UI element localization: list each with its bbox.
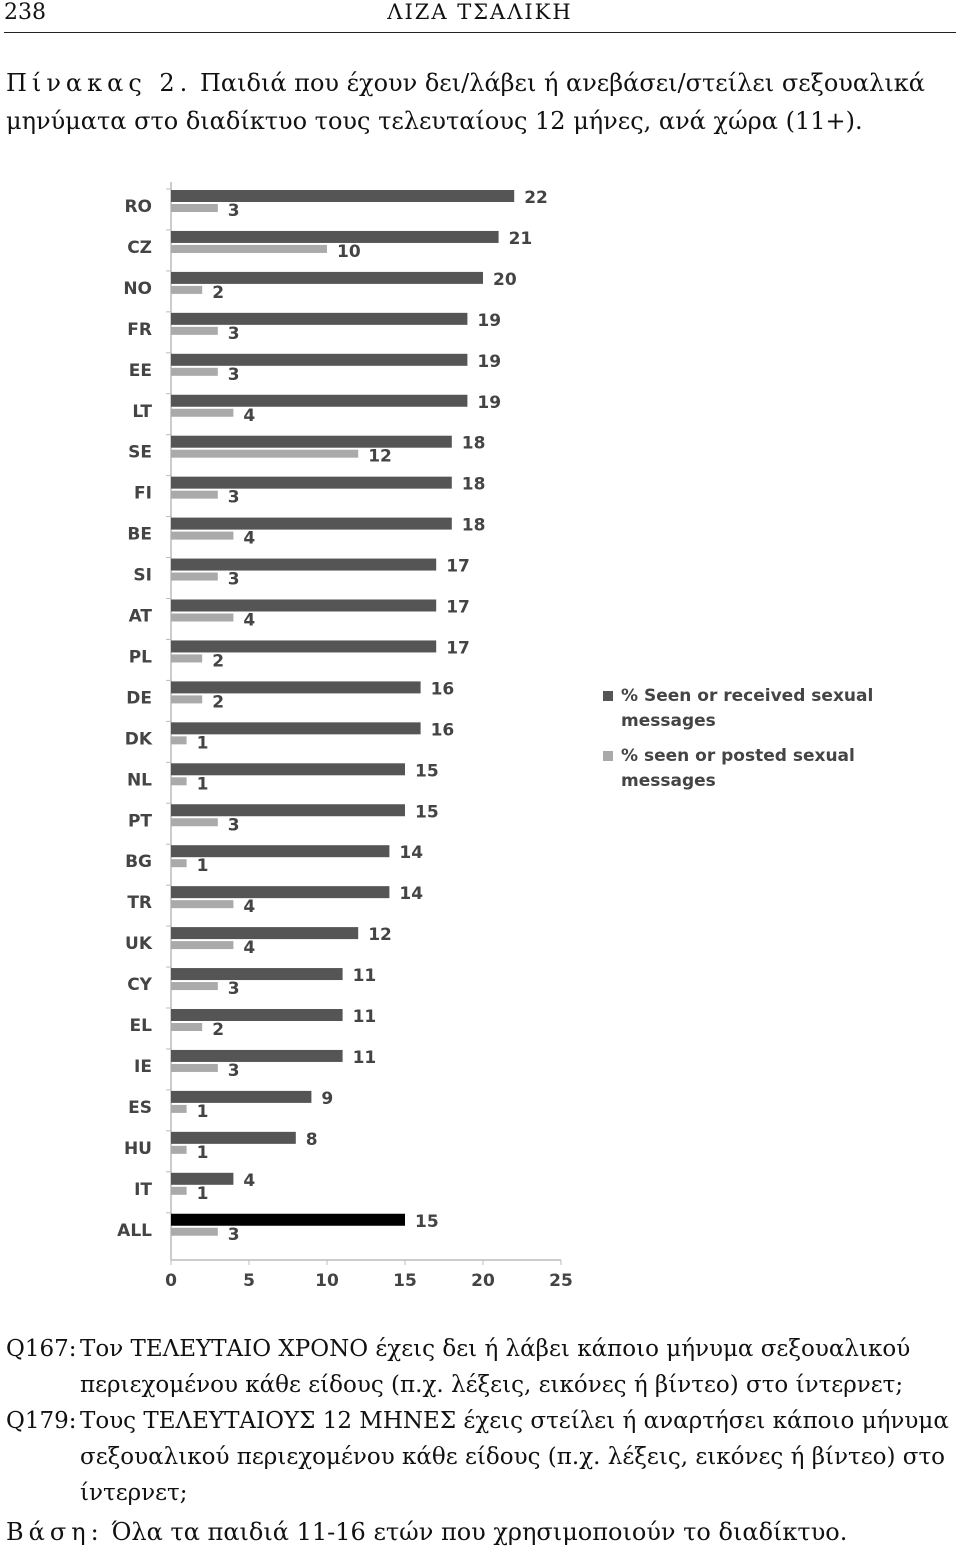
value-label-seen-posted: 3 — [227, 487, 240, 508]
question-notes — [6, 1331, 956, 1511]
category-label: SI — [133, 565, 152, 586]
bar-seen-posted — [171, 1228, 218, 1236]
value-label-seen-received: 20 — [493, 269, 517, 290]
x-tick-label: 10 — [315, 1271, 339, 1291]
value-label-seen-posted: 3 — [227, 979, 240, 1000]
category-label: LT — [132, 401, 152, 422]
bar-seen-posted — [171, 450, 358, 458]
bar-seen-received — [171, 640, 436, 652]
category-label: NO — [123, 278, 152, 299]
bar-seen-received — [171, 968, 343, 980]
category-label: SE — [128, 442, 152, 463]
bar-seen-received — [171, 804, 405, 816]
legend-seen-received-label-cont: messages — [621, 711, 716, 731]
bar-seen-posted — [171, 204, 218, 212]
category-label: HU — [123, 1138, 152, 1159]
value-label-seen-posted: 3 — [227, 323, 240, 344]
bar-seen-posted — [171, 1187, 187, 1195]
value-label-seen-received: 4 — [243, 1170, 256, 1191]
bar-seen-received — [171, 600, 436, 612]
value-label-seen-posted: 3 — [227, 201, 240, 221]
bar-seen-posted — [171, 245, 327, 253]
bar-seen-posted — [171, 654, 202, 662]
bar-seen-received — [171, 1091, 311, 1103]
category-label: TR — [127, 893, 152, 914]
x-tick-label: 20 — [471, 1271, 495, 1291]
value-label-seen-posted: 12 — [368, 446, 392, 467]
bar-seen-posted — [171, 327, 218, 335]
bar-seen-posted — [171, 409, 233, 417]
value-label-seen-posted: 3 — [227, 364, 240, 385]
bar-seen-received — [171, 231, 499, 243]
value-label-seen-posted: 4 — [243, 610, 256, 631]
bar-seen-posted — [171, 368, 218, 376]
bar-seen-received — [171, 436, 452, 448]
category-label: UK — [125, 934, 152, 955]
category-label: ALL — [117, 1220, 152, 1241]
value-label-seen-received: 14 — [399, 884, 424, 905]
legend-seen-received-swatch — [603, 691, 613, 701]
category-label: PL — [128, 647, 152, 668]
bar-seen-posted — [171, 777, 187, 785]
value-label-seen-posted: 2 — [212, 282, 225, 303]
category-label: ES — [128, 1097, 152, 1118]
value-label-seen-received: 18 — [461, 474, 486, 495]
bar-seen-received — [171, 1214, 405, 1226]
value-label-seen-posted: 4 — [243, 405, 256, 426]
category-label: EE — [128, 360, 152, 381]
bar-seen-posted — [171, 982, 218, 990]
value-label-seen-received: 9 — [321, 1088, 334, 1109]
bar-seen-posted — [171, 900, 233, 908]
value-label-seen-posted: 4 — [243, 897, 256, 918]
value-label-seen-posted: 2 — [212, 692, 225, 713]
legend-seen-received-label: % Seen or received sexual — [621, 686, 874, 706]
note-text: Τον ΤΕΛΕΥΤΑΙΟ ΧΡΟΝΟ έχεις δει ή λάβει κάποιο μήνυμα σεξουαλικού περιεχομένου κάθε είδους (π.χ. λέξεις, εικόνες ή βίντεο) στο ίντερνετ; — [80, 1336, 911, 1398]
caption-text-line2: μηνύματα στο διαδίκτυο τους τελευταίους 12 μήνες, ανά χώρα (11+). — [6, 107, 863, 135]
page-number: 238 — [4, 0, 46, 25]
value-label-seen-posted: 1 — [196, 1183, 209, 1204]
value-label-seen-received: 11 — [352, 1007, 377, 1027]
value-label-seen-received: 15 — [415, 802, 439, 823]
bar-seen-posted — [171, 614, 233, 622]
bar-seen-posted — [171, 818, 218, 826]
bar-seen-received — [171, 518, 452, 530]
bar-seen-posted — [171, 1146, 187, 1154]
x-tick-label: 5 — [243, 1271, 255, 1291]
category-label: RO — [124, 197, 152, 217]
bar-seen-posted — [171, 1064, 218, 1072]
legend-seen-posted-label-cont: messages — [621, 771, 716, 791]
x-tick-label: 15 — [393, 1271, 417, 1291]
value-label-seen-received: 17 — [446, 638, 470, 659]
category-label: FR — [127, 319, 152, 340]
bar-seen-posted — [171, 1105, 187, 1113]
bar-seen-received — [171, 354, 467, 366]
category-label: PT — [127, 811, 152, 832]
value-label-seen-received: 19 — [477, 392, 502, 413]
legend-seen-posted-label: % seen or posted sexual — [621, 746, 855, 766]
bar-seen-posted — [171, 532, 233, 540]
value-label-seen-received: 16 — [430, 679, 455, 700]
x-tick-label: 0 — [165, 1271, 177, 1291]
value-label-seen-received: 22 — [524, 188, 548, 208]
category-label: BG — [125, 852, 152, 873]
bar-seen-posted — [171, 491, 218, 499]
bar-seen-received — [171, 477, 452, 489]
value-label-seen-received: 16 — [430, 720, 455, 741]
note-q167 — [6, 1331, 956, 1403]
caption-text-line1: Παιδιά που έχουν δει/λάβει ή ανεβάσει/στείλει σεξουαλικά — [192, 69, 925, 97]
bar-seen-posted — [171, 573, 218, 581]
note-id: Q179: — [6, 1408, 77, 1434]
category-label: AT — [128, 606, 152, 627]
note-id: Q167: — [6, 1336, 77, 1362]
bar-seen-posted — [171, 286, 202, 294]
value-label-seen-received: 19 — [477, 351, 502, 372]
value-label-seen-received: 14 — [399, 843, 424, 864]
value-label-seen-posted: 1 — [196, 774, 209, 795]
value-label-seen-received: 17 — [446, 556, 470, 577]
category-label: CZ — [127, 237, 152, 258]
bar-seen-received — [171, 559, 436, 571]
bar-seen-posted — [171, 859, 187, 867]
note-text: Τους ΤΕΛΕΥΤΑΙΟΥΣ 12 ΜΗΝΕΣ έχεις στείλει ή αναρτήσει κάποιο μήνυμα σεξουαλικού περιεχομένου κάθε είδους (π.χ. λέξεις, εικόνες ή βίντεο) στο ίντερνετ; — [80, 1408, 949, 1506]
value-label-seen-received: 11 — [352, 1047, 377, 1068]
value-label-seen-posted: 1 — [196, 1101, 209, 1122]
value-label-seen-received: 11 — [352, 966, 377, 987]
value-label-seen-posted: 4 — [243, 938, 256, 959]
value-label-seen-received: 18 — [461, 433, 486, 454]
bar-seen-received — [171, 1132, 296, 1144]
basis-text: Όλα τα παιδιά 11-16 ετών που χρησιμοποιούν το διαδίκτυο. — [103, 1518, 848, 1546]
x-tick-label: 25 — [549, 1271, 573, 1291]
value-label-seen-posted: 3 — [227, 815, 240, 836]
category-label: BE — [127, 524, 152, 545]
value-label-seen-received: 21 — [508, 228, 533, 249]
bar-seen-posted — [171, 695, 202, 703]
bar-seen-received — [171, 313, 467, 325]
bar-seen-received — [171, 886, 389, 898]
value-label-seen-posted: 10 — [337, 241, 361, 262]
value-label-seen-posted: 4 — [243, 528, 256, 549]
bar-seen-received — [171, 1009, 343, 1021]
value-label-seen-received: 18 — [461, 515, 486, 536]
bar-seen-received — [171, 395, 467, 407]
legend-seen-posted-swatch — [603, 751, 613, 761]
value-label-seen-posted: 2 — [212, 1020, 225, 1040]
category-label: IT — [134, 1179, 152, 1200]
value-label-seen-received: 15 — [415, 1211, 439, 1232]
category-label: EL — [129, 1016, 152, 1036]
value-label-seen-received: 19 — [477, 310, 502, 331]
category-label: DE — [126, 688, 152, 709]
caption-label: Πίνακας 2. — [6, 69, 193, 97]
running-title: ΛΙΖΑ ΤΣΑΛΙΚΗ — [387, 0, 573, 24]
value-label-seen-received: 15 — [415, 761, 439, 782]
value-label-seen-posted: 1 — [196, 733, 209, 754]
category-label: CY — [127, 975, 152, 996]
bar-seen-received — [171, 190, 514, 202]
category-label: FI — [134, 483, 152, 504]
value-label-seen-posted: 1 — [196, 1142, 209, 1163]
basis-note — [6, 1518, 847, 1546]
value-label-seen-received: 8 — [305, 1129, 318, 1150]
bar-seen-posted — [171, 1023, 202, 1031]
value-label-seen-posted: 2 — [212, 651, 225, 672]
category-label: DK — [124, 729, 152, 750]
value-label-seen-posted: 3 — [227, 569, 240, 590]
value-label-seen-posted: 3 — [227, 1060, 240, 1081]
bar-seen-received — [171, 1050, 343, 1062]
bar-seen-received — [171, 681, 421, 693]
value-label-seen-posted: 1 — [196, 856, 209, 877]
bar-seen-posted — [171, 736, 187, 744]
category-label: IE — [134, 1056, 152, 1077]
note-q179 — [6, 1403, 956, 1511]
bar-seen-received — [171, 927, 358, 939]
basis-label: Βάση: — [6, 1518, 104, 1546]
bar-seen-posted — [171, 941, 233, 949]
value-label-seen-received: 12 — [368, 925, 392, 946]
value-label-seen-received: 17 — [446, 597, 470, 618]
value-label-seen-posted: 3 — [227, 1224, 240, 1245]
category-label: NL — [126, 770, 152, 791]
